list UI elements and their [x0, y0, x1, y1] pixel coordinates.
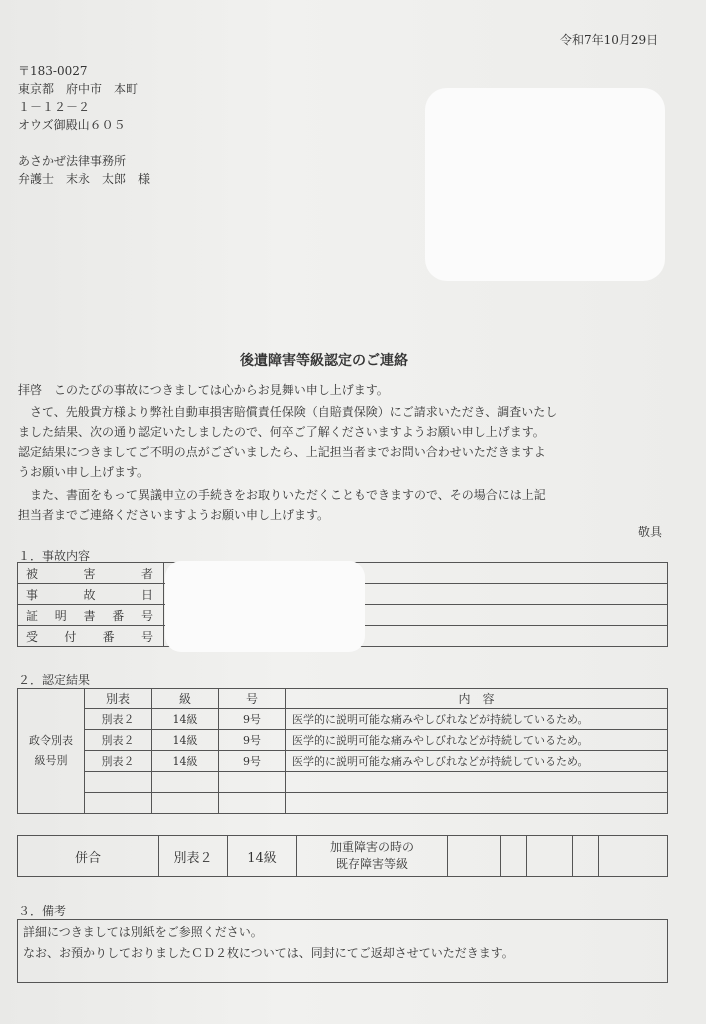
existing-cell-4: [573, 836, 599, 877]
table-row: [18, 709, 668, 730]
table-row: [18, 772, 668, 793]
row-5-content: [286, 793, 668, 814]
accident-label-receipt-no: 受 付 番 号: [18, 626, 164, 647]
row-5-number: [219, 793, 286, 814]
header-number: 号: [219, 689, 286, 709]
redaction-box-accident: [165, 561, 365, 652]
row-3-grade: 14級: [152, 751, 219, 772]
row-4-table: [85, 772, 152, 793]
body-paragraph-4b: 担当者までご連絡くださいますようお願い申し上げます。: [18, 508, 330, 522]
accident-label-victim: 被 害 者: [18, 563, 164, 584]
accident-label-certificate-no: 証 明 書 番 号: [18, 605, 164, 626]
side-label-line-1: 政令別表: [29, 734, 73, 747]
body-paragraph-3a: 認定結果につきましてご不明の点がございましたら、上記担当者までお問い合わせいただきますよ: [18, 445, 546, 459]
row-3-table: 別表２: [85, 751, 152, 772]
row-1-number: 9号: [219, 709, 286, 730]
table-row: [18, 751, 668, 772]
row-4-content: [286, 772, 668, 793]
row-1-content: 医学的に説明可能な痛みやしびれなどが持続しているため。: [286, 709, 668, 730]
combined-grade-value: 14級: [228, 836, 297, 877]
combined-table-value: 別表２: [159, 836, 228, 877]
header-table: 別表: [85, 689, 152, 709]
row-3-number: 9号: [219, 751, 286, 772]
document-title: 後遺障害等級認定のご連絡: [240, 353, 408, 369]
body-paragraph-2b: ました結果、次の通り認定いたしましたので、何卒ご了解くださいますようお願い申し上げます。: [18, 425, 545, 439]
postal-code: 〒183-0027: [18, 64, 88, 78]
row-2-number: 9号: [219, 730, 286, 751]
address-line-1: 東京都 府中市 本町: [18, 82, 139, 96]
attorney-name: 弁護士 末永 太郎 様: [18, 172, 151, 186]
row-5-table: [85, 793, 152, 814]
row-3-content: 医学的に説明可能な痛みやしびれなどが持続しているため。: [286, 751, 668, 772]
body-paragraph-3b: うお願い申し上げます。: [18, 465, 150, 479]
address-line-3: オウズ御殿山６０５: [18, 118, 126, 132]
closing-keigu: 敬具: [638, 525, 663, 539]
body-paragraph-2a: さて、先般貴方様より弊社自動車損害賠償責任保険（自賠責保険）にご請求いただき、調査いたし: [18, 405, 558, 419]
redaction-box-sender: [425, 88, 665, 281]
existing-cell-5: [599, 836, 668, 877]
row-2-grade: 14級: [152, 730, 219, 751]
table-row: [18, 793, 668, 814]
header-grade: 級: [152, 689, 219, 709]
existing-cell-2: [501, 836, 527, 877]
existing-grade-line-1: 加重障害の時の: [329, 840, 414, 854]
date: 令和7年10月29日: [560, 33, 659, 47]
result-side-label: [18, 689, 85, 814]
body-paragraph-4a: また、書面をもって異議申立の手続きをお取りいただくこともできますので、その場合には上記: [18, 488, 546, 502]
body-paragraph-1: 拝啓 このたびの事故につきましては心からお見舞い申し上げます。: [18, 383, 389, 397]
combined-label: 併合: [18, 836, 159, 877]
law-office: あさかぜ法律事務所: [18, 154, 127, 168]
row-2-content: 医学的に説明可能な痛みやしびれなどが持続しているため。: [286, 730, 668, 751]
row-4-number: [219, 772, 286, 793]
section-2-heading: ２．認定結果: [18, 673, 91, 687]
row-1-grade: 14級: [152, 709, 219, 730]
existing-cell-3: [527, 836, 573, 877]
remarks-line-1: 詳細につきましては別紙をご参照ください。: [23, 925, 263, 939]
row-4-grade: [152, 772, 219, 793]
remarks-line-2: なお、お預かりしておりましたＣＤ２枚については、同封にてご返却させていただきます。: [23, 946, 514, 960]
row-1-table: 別表２: [85, 709, 152, 730]
section-3-heading: ３．備考: [18, 904, 67, 918]
remarks-box: [17, 919, 668, 983]
existing-cell-1: [448, 836, 501, 877]
combined-table: [17, 835, 668, 877]
table-row: [18, 730, 668, 751]
address-line-2: １－１２－２: [18, 100, 91, 114]
header-content: 内 容: [286, 689, 668, 709]
row-5-grade: [152, 793, 219, 814]
result-table: [17, 688, 668, 814]
existing-grade-line-2: 既存障害等級: [335, 857, 408, 871]
accident-label-date: 事 故 日: [18, 584, 164, 605]
existing-grade-label: [297, 836, 448, 877]
section-1-heading: １．事故内容: [18, 549, 91, 563]
side-label-line-2: 級号別: [34, 754, 68, 767]
row-2-table: 別表２: [85, 730, 152, 751]
